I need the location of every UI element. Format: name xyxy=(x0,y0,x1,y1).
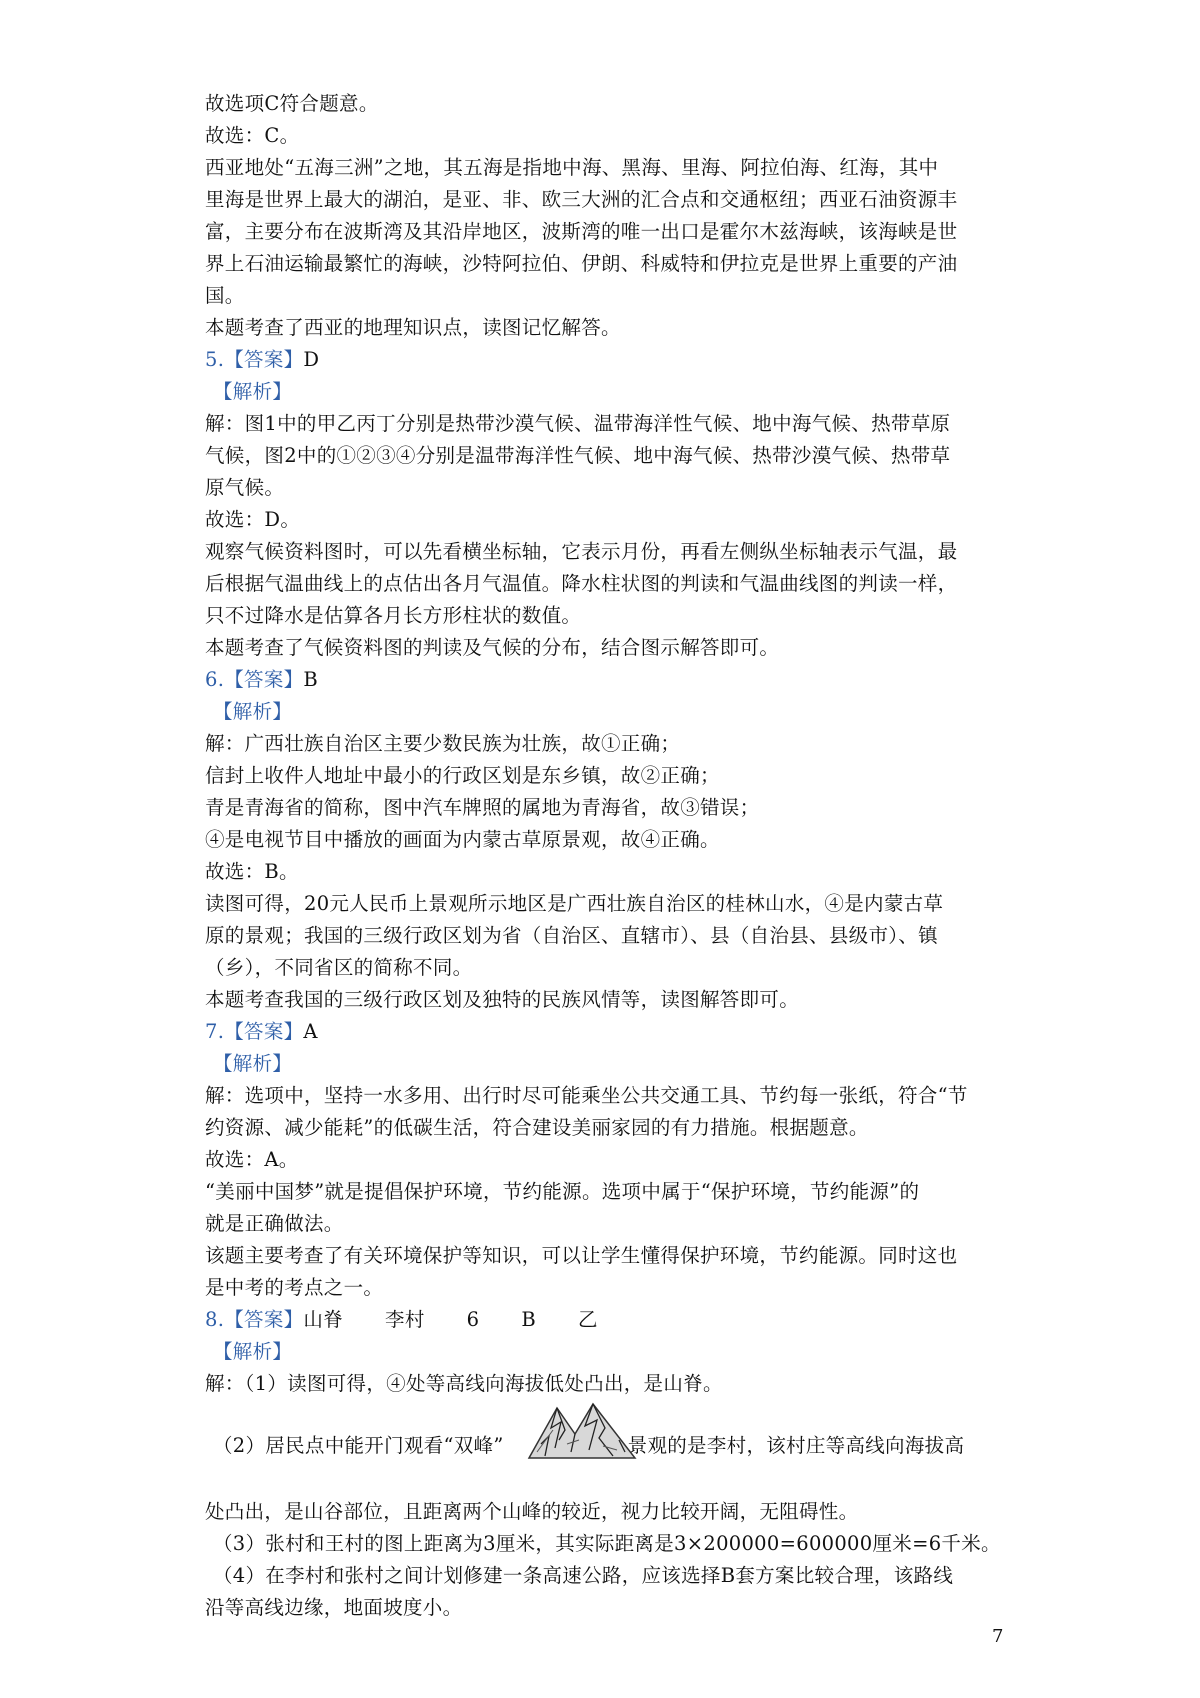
analysis-tag: 【解析】 xyxy=(213,700,293,723)
text-line: 气候，图2中的①②③④分别是温带海洋性气候、地中海气候、热带沙漠气候、热带草 xyxy=(205,444,951,467)
answer-value: B xyxy=(303,668,319,691)
text-line: 国。 xyxy=(205,284,245,307)
answer-value: B xyxy=(521,1308,536,1331)
answer-tag: 【答案】 xyxy=(224,348,304,371)
text-line: 读图可得，20元人民币上景观所示地区是广西壮族自治区的桂林山水，④是内蒙古草 xyxy=(205,892,944,915)
text-fragment: 景观的是李村，该村庄等高线向海拔高 xyxy=(627,1434,965,1457)
text-line: 该题主要考查了有关环境保护等知识，可以让学生懂得保护环境，节约能源。同时这也 xyxy=(205,1244,958,1267)
text-line: 故选：B。 xyxy=(205,860,299,883)
text-fragment: （2）居民点中能开门观看“双峰” xyxy=(213,1434,504,1457)
text-line: 本题考查了气候资料图的判读及气候的分布，结合图示解答即可。 xyxy=(205,636,780,659)
text-line: “美丽中国梦”就是提倡保护环境，节约能源。选项中属于“保护环境，节约能源”的 xyxy=(205,1180,920,1203)
answer-value: 6 xyxy=(466,1308,480,1331)
text-line: 解：广西壮族自治区主要少数民族为壮族，故①正确； xyxy=(205,732,681,755)
answer-value: 乙 xyxy=(578,1308,598,1331)
text-line: （3）张村和王村的图上距离为3厘米，其实际距离是3×200000=600000厘米=6千米。 xyxy=(213,1532,1001,1555)
text-line: 西亚地处“五海三洲”之地，其五海是指地中海、黑海、里海、阿拉伯海、红海，其中 xyxy=(205,156,939,179)
text-line: 界上石油运输最繁忙的海峡，沙特阿拉伯、伊朗、科威特和伊拉克是世界上重要的产油 xyxy=(205,252,958,275)
answer-heading-q6 xyxy=(205,664,318,696)
text-line: 富，主要分布在波斯湾及其沿岸地区，波斯湾的唯一出口是霍尔木兹海峡，该海峡是世 xyxy=(205,220,958,243)
text-line: 青是青海省的简称，图中汽车牌照的属地为青海省，故③错误； xyxy=(205,796,760,819)
text-line: （4）在李村和张村之间计划修建一条高速公路，应该选择B套方案比较合理，该路线 xyxy=(213,1564,954,1587)
text-line: 原气候。 xyxy=(205,476,285,499)
analysis-tag: 【解析】 xyxy=(213,380,293,403)
text-line: 故选：C。 xyxy=(205,124,300,147)
answer-tag: 【答案】 xyxy=(224,1020,304,1043)
text-line: 解：（1）读图可得，④处等高线向海拔低处凸出，是山脊。 xyxy=(205,1372,723,1395)
text-line: ④是电视节目中播放的画面为内蒙古草原景观，故④正确。 xyxy=(205,828,720,851)
page-number: 7 xyxy=(992,1626,1004,1647)
text-line: （乡），不同省区的简称不同。 xyxy=(205,956,473,979)
question-number: 7. xyxy=(205,1020,225,1043)
text-line: 就是正确做法。 xyxy=(205,1212,344,1235)
text-line: 本题考查了西亚的地理知识点，读图记忆解答。 xyxy=(205,316,621,339)
text-line: 故选项C符合题意。 xyxy=(205,92,379,115)
text-line: 故选：A。 xyxy=(205,1148,299,1171)
text-line: 是中考的考点之一。 xyxy=(205,1276,384,1299)
text-line: 解：选项中，坚持一水多用、出行时尽可能乘坐公共交通工具、节约每一张纸，符合“节 xyxy=(205,1084,968,1107)
text-line: 沿等高线边缘，地面坡度小。 xyxy=(205,1596,463,1619)
text-line: 里海是世界上最大的湖泊，是亚、非、欧三大洲的汇合点和交通枢纽；西亚石油资源丰 xyxy=(205,188,958,211)
text-line: 后根据气温曲线上的点估出各月气温值。降水柱状图的判读和气温曲线图的判读一样， xyxy=(205,572,958,595)
text-line: 约资源、减少能耗”的低碳生活，符合建设美丽家园的有力措施。根据题意。 xyxy=(205,1116,869,1139)
answer-heading-q7 xyxy=(205,1016,318,1048)
text-line: 原的景观；我国的三级行政区划为省（自治区、直辖市）、县（自治县、县级市）、镇 xyxy=(205,924,938,947)
question-number: 6. xyxy=(205,668,225,691)
question-number: 5. xyxy=(205,348,225,371)
text-line: 处凸出，是山谷部位，且距离两个山峰的较近，视力比较开阔，无阻碍性。 xyxy=(205,1500,859,1523)
answer-value: D xyxy=(303,348,320,371)
answer-tag: 【答案】 xyxy=(224,1308,304,1331)
twin-peaks-image xyxy=(527,1400,637,1460)
answer-value: A xyxy=(303,1020,318,1043)
analysis-tag: 【解析】 xyxy=(213,1052,293,1075)
text-line: 观察气候资料图时，可以先看横坐标轴，它表示月份，再看左侧纵坐标轴表示气温，最 xyxy=(205,540,958,563)
question-number: 8. xyxy=(205,1308,225,1331)
text-line: 只不过降水是估算各月长方形柱状的数值。 xyxy=(205,604,582,627)
text-line: 信封上收件人地址中最小的行政区划是东乡镇，故②正确； xyxy=(205,764,720,787)
answer-heading-q5 xyxy=(205,344,319,376)
text-line: 本题考查我国的三级行政区划及独特的民族风情等，读图解答即可。 xyxy=(205,988,800,1011)
analysis-tag: 【解析】 xyxy=(213,1340,293,1363)
text-line: 解：图1中的甲乙丙丁分别是热带沙漠气候、温带海洋性气候、地中海气候、热带草原 xyxy=(205,412,951,435)
answer-value: 李村 xyxy=(385,1308,425,1331)
answer-value: 山脊 xyxy=(303,1308,344,1331)
answer-tag: 【答案】 xyxy=(224,668,304,691)
answer-heading-q8 xyxy=(205,1304,598,1336)
text-line: 故选：D。 xyxy=(205,508,301,531)
